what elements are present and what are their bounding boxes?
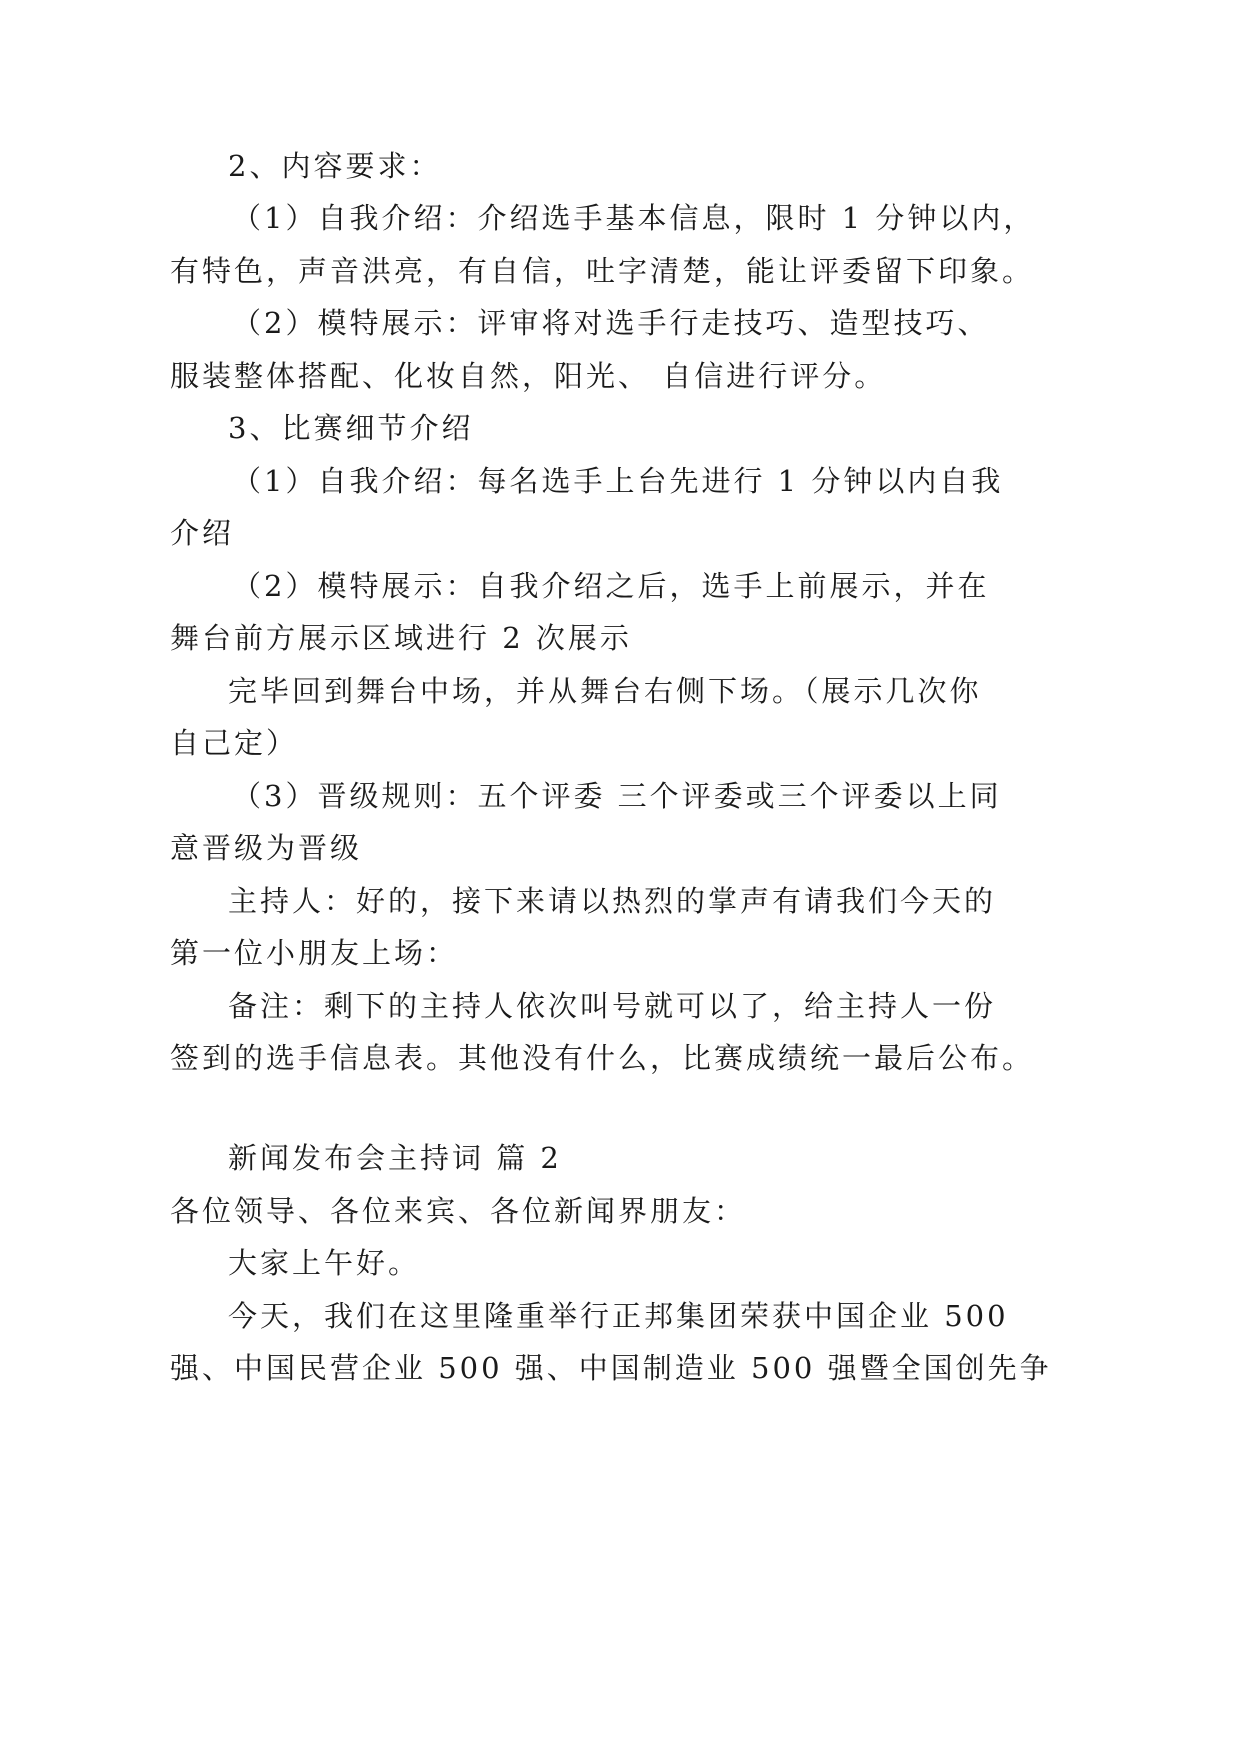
- section-heading-content-requirements: 2、内容要求：: [228, 149, 442, 183]
- paragraph-host-script-continued: 第一位小朋友上场：: [170, 936, 459, 970]
- paragraph-model-show-requirement-continued: 服装整体搭配、化妆自然，阳光、 自信进行评分。: [170, 359, 887, 393]
- paragraph-greeting: 各位领导、各位来宾、各位新闻界朋友：: [170, 1194, 747, 1228]
- paragraph-promotion-rules: （3）晋级规则：五个评委 三个评委或三个评委以上同: [232, 779, 1002, 813]
- paragraph-self-intro-detail-continued: 介绍: [170, 516, 235, 550]
- paragraph-host-script: 主持人：好的，接下来请以热烈的掌声有请我们今天的: [228, 884, 997, 918]
- paragraph-self-intro-requirement: （1）自我介绍：介绍选手基本信息，限时 1 分钟以内，: [232, 201, 1036, 235]
- paragraph-today-opening-continued: 强、中国民营企业 500 强、中国制造业 500 强暨全国创先争: [170, 1351, 1052, 1385]
- paragraph-model-show-requirement: （2）模特展示：评审将对选手行走技巧、造型技巧、: [232, 306, 990, 340]
- paragraph-note: 备注：剩下的主持人依次叫号就可以了，给主持人一份: [228, 989, 997, 1023]
- paragraph-model-show-detail-finish-continued: 自己定）: [170, 726, 299, 760]
- paragraph-self-intro-detail: （1）自我介绍：每名选手上台先进行 1 分钟以内自我: [232, 464, 1004, 498]
- paragraph-note-continued: 签到的选手信息表。其他没有什么，比赛成绩统一最后公布。: [170, 1041, 1035, 1075]
- paragraph-promotion-rules-continued: 意晋级为晋级: [170, 831, 363, 865]
- paragraph-model-show-detail-finish: 完毕回到舞台中场，并从舞台右侧下场。（展示几次你: [228, 674, 982, 708]
- paragraph-today-opening: 今天，我们在这里隆重举行正邦集团荣获中国企业 500: [228, 1299, 1009, 1333]
- section-heading-competition-details: 3、比赛细节介绍: [228, 411, 474, 445]
- paragraph-good-morning: 大家上午好。: [228, 1246, 421, 1280]
- paragraph-model-show-detail-continued: 舞台前方展示区域进行 2 次展示: [170, 621, 632, 655]
- paragraph-self-intro-requirement-continued: 有特色，声音洪亮，有自信，吐字清楚，能让评委留下印象。: [170, 254, 1035, 288]
- paragraph-model-show-detail: （2）模特展示：自我介绍之后，选手上前展示，并在: [232, 569, 990, 603]
- article-title: 新闻发布会主持词 篇 2: [228, 1141, 562, 1175]
